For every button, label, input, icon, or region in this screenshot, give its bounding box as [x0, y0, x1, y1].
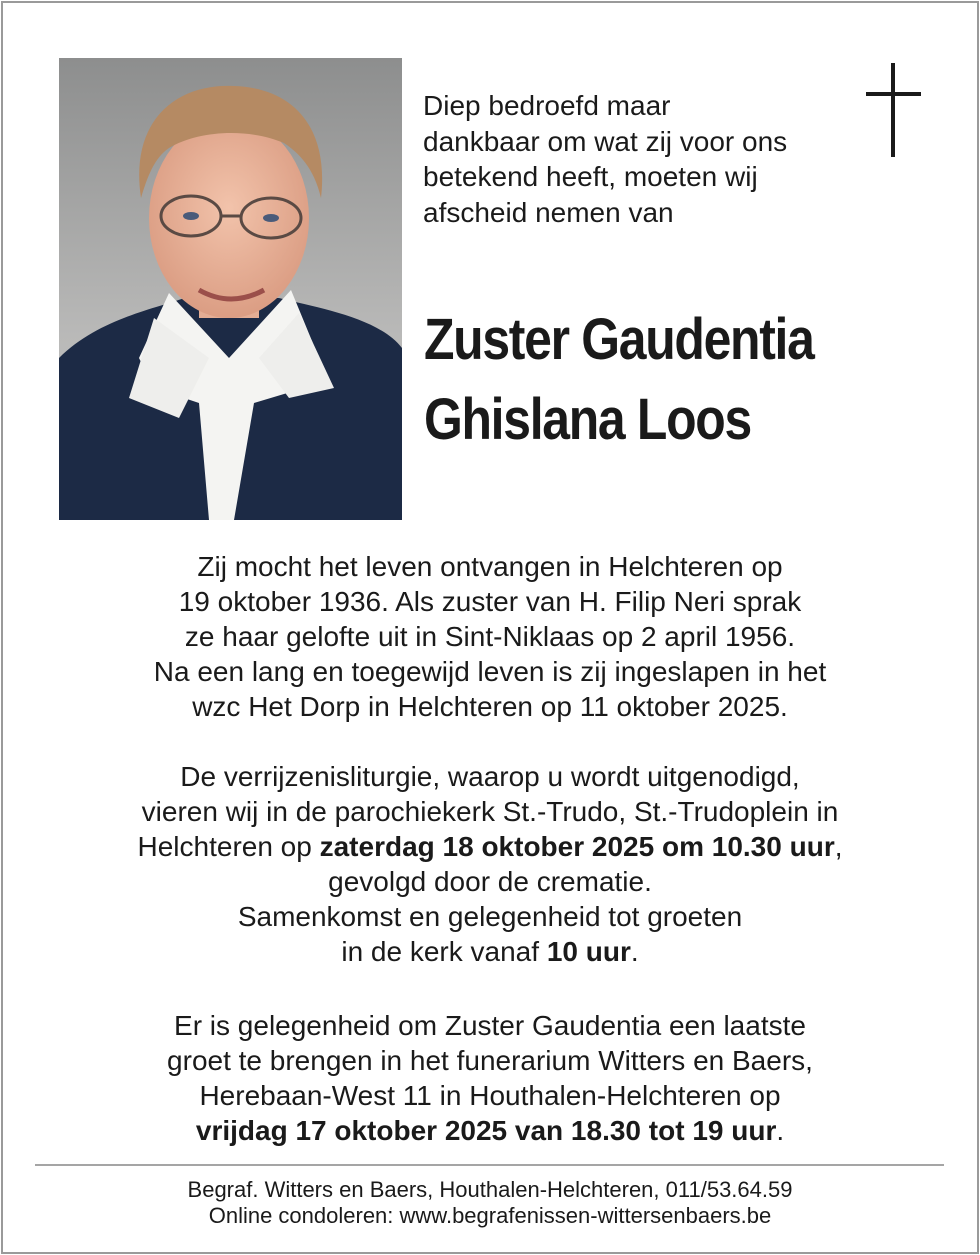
biography-paragraph [40, 549, 940, 724]
service-line-text: in de kerk vanaf [341, 936, 547, 967]
intro-line: Diep bedroefd maar [423, 90, 671, 121]
intro-line: dankbaar om wat zij voor ons [423, 125, 788, 157]
viewing-datetime: vrijdag 17 oktober 2025 van 18.30 tot 19 uur [195, 1115, 777, 1146]
service-line [40, 934, 940, 969]
service-line: vieren wij in de parochiekerk St.-Trudo, St.-Trudoplein in [141, 796, 839, 827]
service-line-punct: . [630, 936, 639, 967]
viewing-paragraph [40, 1008, 940, 1148]
service-paragraph [40, 759, 940, 969]
deceased-name-line1: Zuster Gaudentia [424, 307, 814, 372]
footer-divider [35, 1164, 944, 1166]
deceased-name-line2: Ghislana Loos [424, 387, 751, 452]
gathering-time: 10 uur [546, 936, 631, 967]
portrait-photo [59, 58, 402, 520]
viewing-line: Er is gelegenheid om Zuster Gaudentia een laatste [174, 1010, 806, 1041]
footer [40, 1177, 940, 1229]
service-line: Samenkomst en gelegenheid tot groeten [237, 901, 743, 932]
viewing-line: groet te brengen in het funerarium Witters en Baers, [167, 1045, 813, 1076]
service-line: De verrijzenisliturgie, waarop u wordt uitgenodigd, [180, 761, 800, 792]
online-condolence-link[interactable]: Online condoleren: www.begrafenissen-wittersenbaers.be [208, 1203, 772, 1228]
viewing-line: Herebaan-West 11 in Houthalen-Helchteren op [199, 1080, 781, 1111]
biography-line: wzc Het Dorp in Helchteren op 11 oktober 2025. [192, 691, 788, 722]
biography-line: Zij mocht het leven ontvangen in Helchteren op [197, 551, 783, 582]
deceased-name [424, 300, 888, 460]
intro-text [423, 88, 853, 230]
biography-line: Na een lang en toegewijd leven is zij ingeslapen in het [153, 656, 827, 687]
latin-cross-icon [866, 63, 921, 157]
biography-line: ze haar gelofte uit in Sint-Niklaas op 2 april 1956. [184, 621, 796, 652]
service-datetime: zaterdag 18 oktober 2025 om 10.30 uur [319, 831, 835, 862]
intro-line: afscheid nemen van [423, 196, 674, 228]
service-line: gevolgd door de crematie. [328, 866, 652, 897]
viewing-line-punct: . [776, 1115, 785, 1146]
service-line-text: Helchteren op [137, 831, 320, 862]
viewing-line [40, 1113, 940, 1148]
biography-line: 19 oktober 1936. Als zuster van H. Filip Neri sprak [178, 586, 802, 617]
intro-line: betekend heeft, moeten wij [423, 161, 758, 192]
service-line [40, 829, 940, 864]
service-line-punct: , [834, 831, 843, 862]
funeral-home-contact: Begraf. Witters en Baers, Houthalen-Helchteren, 011/53.64.59 [187, 1177, 793, 1202]
